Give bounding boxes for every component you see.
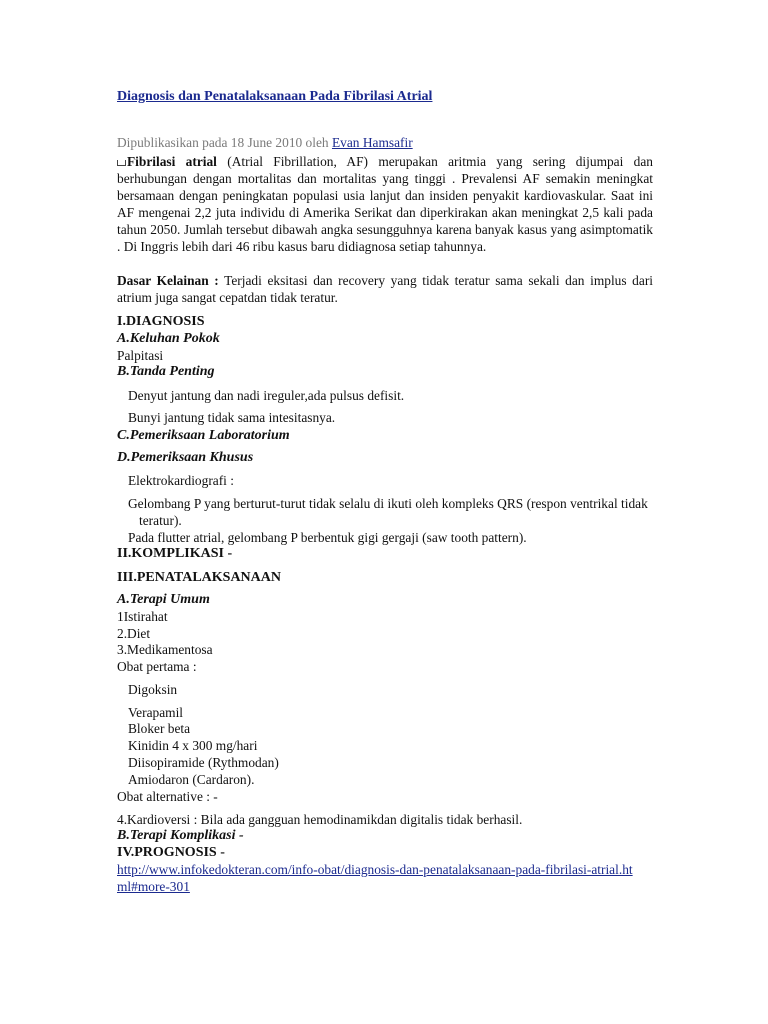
article-title[interactable]: Diagnosis dan Penatalaksanaan Pada Fibrilasi Atrial	[117, 89, 433, 104]
obat-pertama-label: Obat pertama :	[117, 659, 197, 674]
lab-heading: C.Pemeriksaan Laboratorium	[117, 428, 290, 443]
source-link[interactable]: http://www.infokedokteran.com/info-obat/diagnosis-dan-penatalaksanaan-pada-fibrilasi-atrial.html#more-301	[117, 862, 633, 894]
dasar-label: Dasar Kelainan :	[117, 273, 219, 288]
komplikasi-heading: II.KOMPLIKASI -	[117, 546, 233, 561]
ekg-item-2: Pada flutter atrial, gelombang P berbentuk gigi gergaji (saw tooth pattern).	[128, 530, 527, 545]
drug-item: Diisopiramide (Rythmodan)	[128, 755, 279, 770]
tanda-item-2: Bunyi jantung tidak sama intesitasnya.	[128, 410, 336, 425]
drug-item: Bloker beta	[128, 721, 191, 736]
penatalaksanaan-heading: III.PENATALAKSANAAN	[117, 570, 282, 585]
terapi-komplikasi-heading: B.Terapi Komplikasi -	[117, 828, 244, 843]
khusus-heading: D.Pemeriksaan Khusus	[117, 450, 254, 465]
ekg-item-1: Gelombang P yang berturut-turut tidak selalu di ikuti oleh kompleks QRS (respon ventrikal tidak teratur).	[128, 496, 648, 528]
drug-item: Verapamil	[128, 705, 184, 720]
diagnosis-heading: I.DIAGNOSIS	[117, 314, 205, 329]
drug-item: Amiodaron (Cardaron).	[128, 772, 255, 787]
prognosis-heading: IV.PROGNOSIS -	[117, 845, 225, 860]
dasar-text: Terjadi eksitasi dan recovery yang tidak teratur sama sekali dan implus dari atrium juga sangat cepatdan tidak teratur.	[117, 273, 654, 305]
terapi-item-3: 3.Medikamentosa	[117, 642, 213, 657]
terapi-umum-heading: A.Terapi Umum	[117, 592, 210, 607]
drug-item: Kinidin 4 x 300 mg/hari	[128, 738, 258, 753]
keluhan-heading: A.Keluhan Pokok	[117, 331, 220, 346]
dasar-kelainan-paragraph	[117, 272, 653, 306]
obat-alternative-label: Obat alternative : -	[117, 789, 218, 804]
intro-text: (Atrial Fibrillation, AF) merupakan aritmia yang sering dijumpai dan berhubungan dengan mortalitas dan mortalitas yang tinggi . Prevalensi AF semakin meningkat bersamaan dengan peningkatan populasi usia lanjut dan insiden penyakit kardiovaskular. Saat ini AF mengenai 2,2 juta individu di Amerika Serikat dan diperkirakan akan meningkat 2,5 kali pada tahun 2050. Jumlah tersebut dibawah angka sesungguhnya karena banyak kasus yang asimptomatik . Di Inggris lebih dari 46 ribu kasus baru didiagnosa setiap tahunnya.	[117, 154, 653, 254]
kardioversi-text: 4.Kardioversi : Bila ada gangguan hemodinamikdan digitalis tidak berhasil.	[117, 812, 523, 827]
publication-line	[117, 134, 413, 151]
published-prefix: Dipublikasikan pada 18 June 2010 oleh	[117, 135, 332, 150]
terapi-item-1: 1Istirahat	[117, 609, 168, 624]
bullet-icon	[117, 160, 126, 166]
intro-paragraph	[117, 153, 653, 255]
drug-item: Digoksin	[128, 682, 178, 697]
keluhan-text: Palpitasi	[117, 348, 164, 363]
intro-term: Fibrilasi atrial	[127, 154, 217, 169]
terapi-item-2: 2.Diet	[117, 626, 151, 641]
tanda-item-1: Denyut jantung dan nadi ireguler,ada pulsus defisit.	[128, 388, 405, 403]
author-link[interactable]: Evan Hamsafir	[331, 135, 413, 150]
source-link-block	[117, 861, 637, 895]
ekg-label: Elektrokardiografi :	[128, 473, 234, 488]
tanda-heading: B.Tanda Penting	[117, 364, 215, 379]
